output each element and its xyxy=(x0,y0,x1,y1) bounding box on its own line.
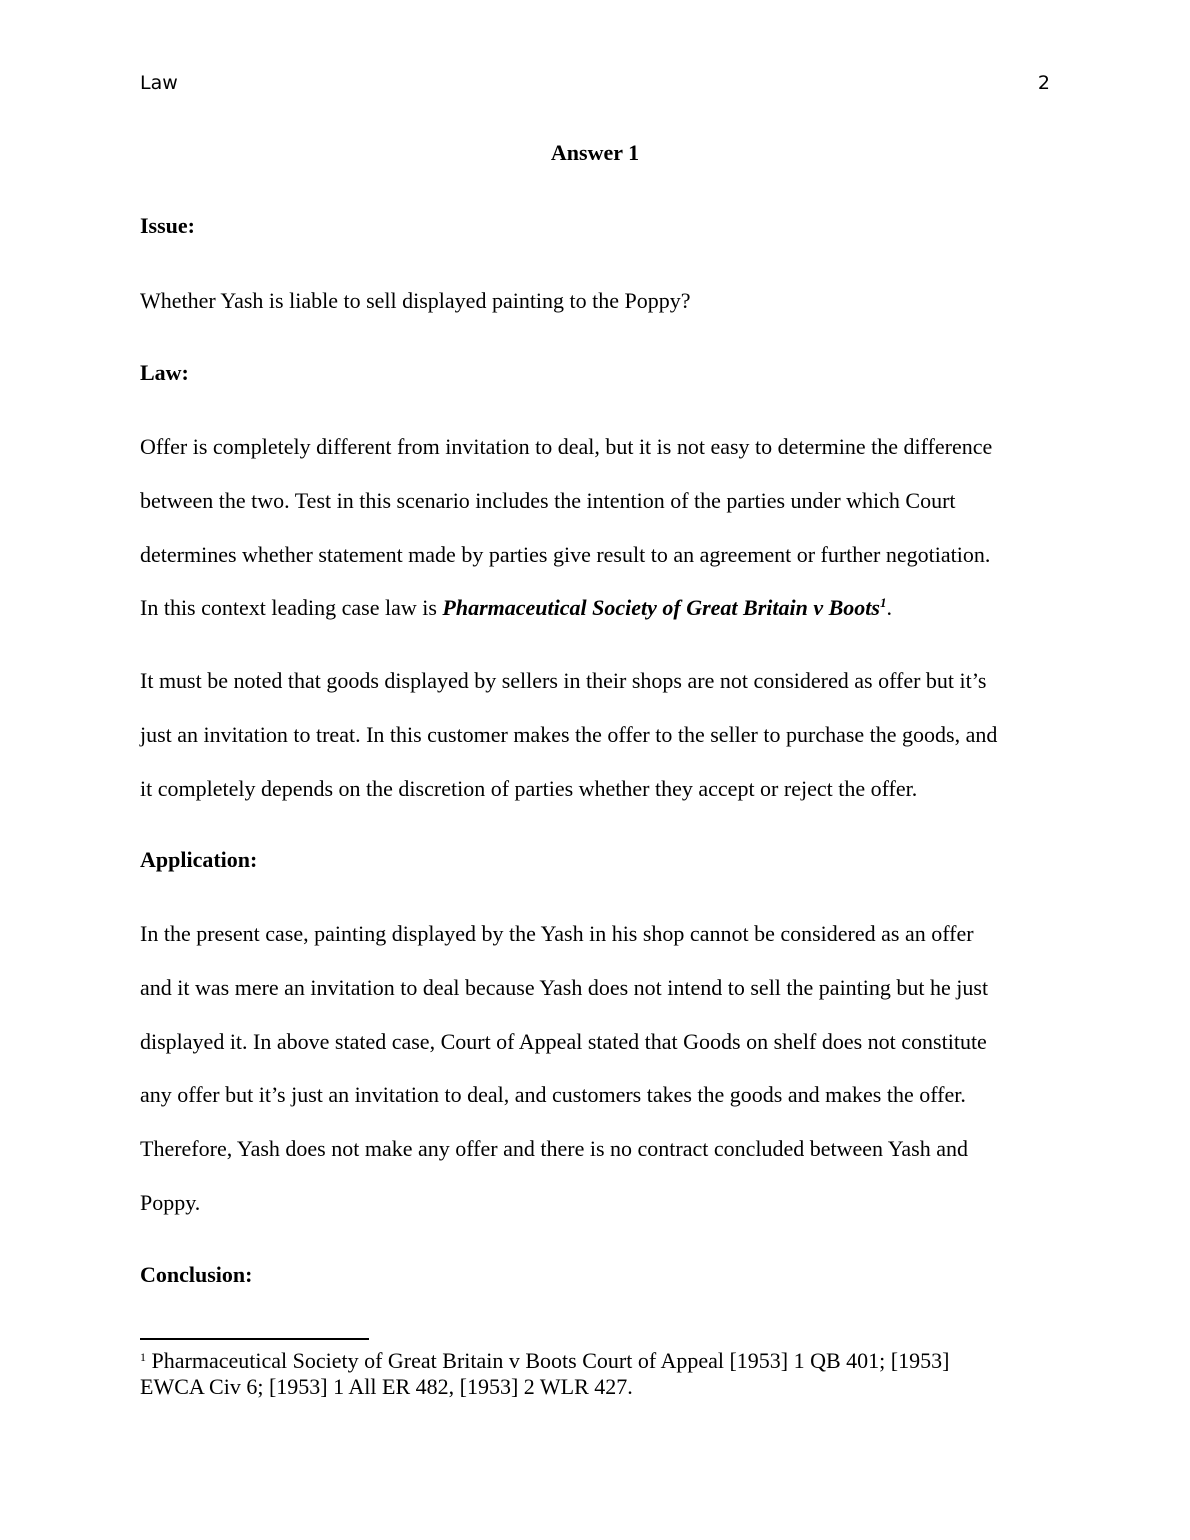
footnote-line-1 xyxy=(140,1348,1050,1374)
law-paragraph-1 xyxy=(140,420,1050,635)
case-name: Pharmaceutical Society of Great Britain v Boots xyxy=(442,595,880,621)
footnote-reference[interactable]: 1 xyxy=(879,595,887,611)
law-p1-line-4-prefix: In this context leading case law is xyxy=(140,595,443,621)
application-line: Therefore, Yash does not make any offer and there is no contract concluded between Yash and xyxy=(140,1136,969,1162)
law-p2-line-3: it completely depends on the discretion of parties whether they accept or reject the offer. xyxy=(140,775,918,801)
conclusion-heading: Conclusion: xyxy=(140,1262,253,1287)
application-paragraph xyxy=(140,907,1050,1230)
footnote-separator xyxy=(140,1338,369,1340)
footnote-text-1: Pharmaceutical Society of Great Britain v Boots Court of Appeal [1953] 1 QB 401; [1953] xyxy=(146,1348,950,1373)
law-p1-line-4 xyxy=(140,581,1050,635)
application-line: and it was mere an invitation to deal because Yash does not intend to sell the painting but he just xyxy=(140,974,989,1000)
issue-heading: Issue: xyxy=(140,213,196,238)
case-citation xyxy=(442,595,886,620)
law-p1-line-1: Offer is completely different from invitation to deal, but it is not easy to determine the difference xyxy=(140,434,993,459)
law-p1-line-2: between the two. Test in this scenario includes the intention of the parties under which Court xyxy=(140,487,956,513)
law-paragraph-2 xyxy=(140,654,1050,815)
law-p1-line-4-suffix: . xyxy=(886,595,892,621)
application-line: displayed it. In above stated case, Court of Appeal stated that Goods on shelf does not constitute xyxy=(140,1028,987,1054)
application-line: any offer but it’s just an invitation to deal, and customers takes the goods and makes the offer. xyxy=(140,1082,966,1108)
page-number: 2 xyxy=(1037,72,1050,94)
law-p2-line-1: It must be noted that goods displayed by sellers in their shops are not considered as offer but it’s xyxy=(140,668,987,693)
application-heading: Application: xyxy=(140,847,258,872)
law-p1-line-3: determines whether statement made by parties give result to an agreement or further negotiation. xyxy=(140,541,991,567)
footnote-line-2: EWCA Civ 6; [1953] 1 All ER 482, [1953] 2 WLR 427. xyxy=(140,1374,633,1399)
law-heading: Law: xyxy=(140,360,189,385)
law-p2-line-2: just an invitation to treat. In this customer makes the offer to the seller to purchase the goods, and xyxy=(140,721,998,747)
answer-title: Answer 1 xyxy=(550,140,640,165)
footnote-marker: 1 xyxy=(140,1350,146,1364)
issue-paragraph xyxy=(140,274,1050,328)
running-title: Law xyxy=(140,72,178,94)
application-line: In the present case, painting displayed by the Yash in his shop cannot be considered as an offer xyxy=(140,921,974,946)
application-line: Poppy. xyxy=(140,1189,201,1215)
footnote xyxy=(140,1348,1050,1400)
issue-text: Whether Yash is liable to sell displayed painting to the Poppy? xyxy=(140,288,691,313)
